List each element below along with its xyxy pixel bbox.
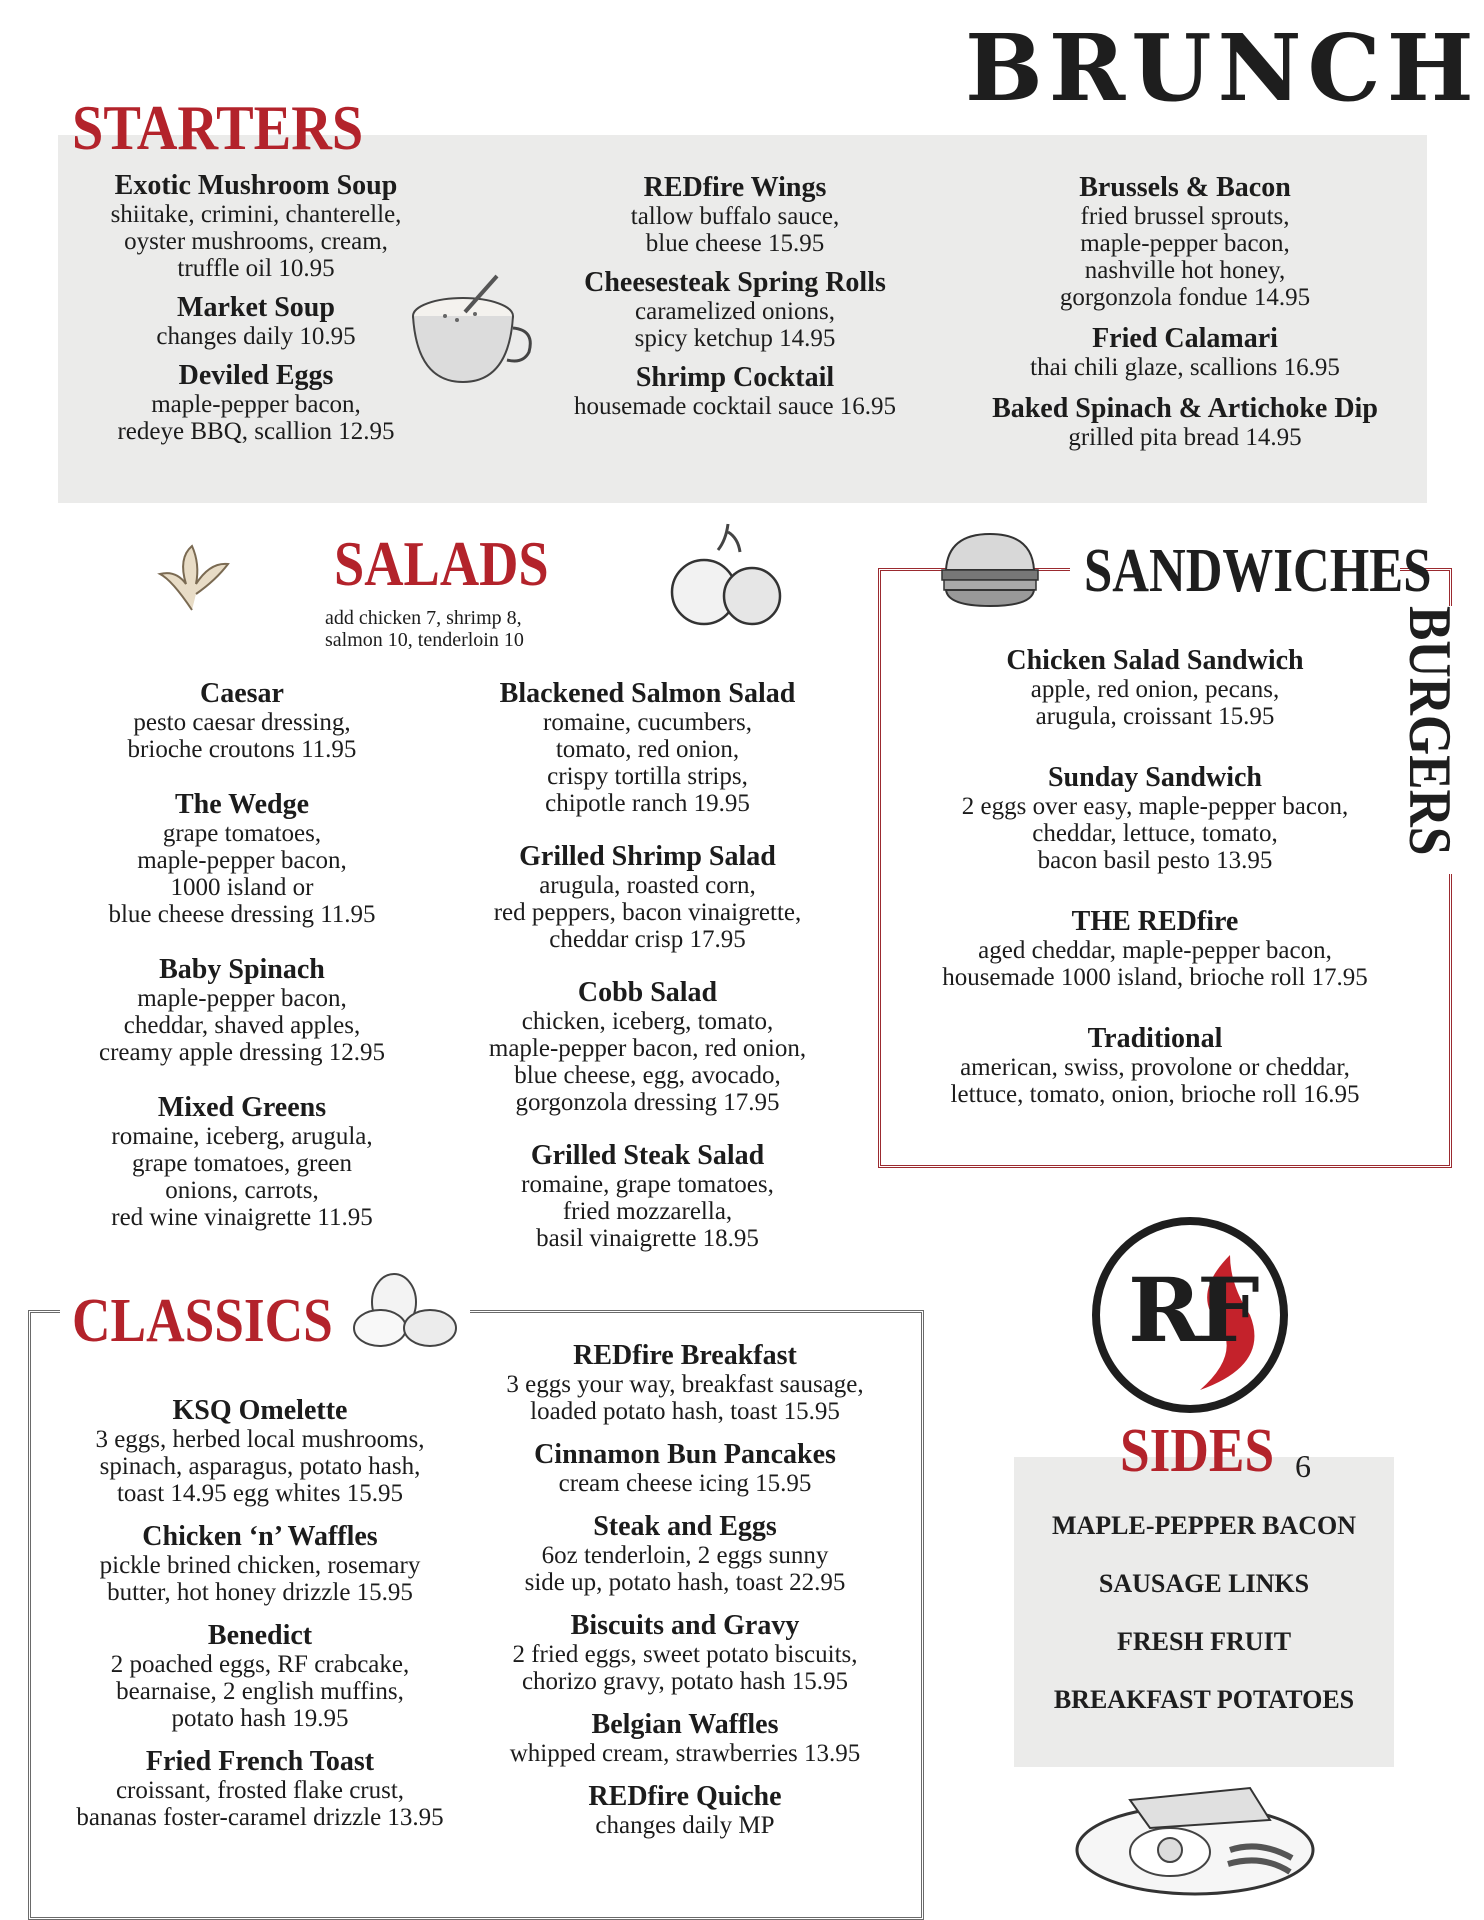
menu-item bbox=[470, 1781, 900, 1839]
menu-item bbox=[455, 678, 840, 817]
starters-col-1 bbox=[72, 170, 440, 445]
menu-item-description: fried mozzarella, bbox=[562, 1198, 733, 1225]
menu-item-description: 3 eggs your way, breakfast sausage, bbox=[506, 1371, 864, 1398]
menu-item-description: arugula, croissant 15.95 bbox=[1035, 703, 1275, 730]
salads-addon-note bbox=[325, 607, 585, 651]
menu-item bbox=[915, 762, 1395, 874]
menu-item-description: toast 14.95 egg whites 15.95 bbox=[116, 1480, 404, 1507]
menu-item bbox=[470, 1610, 900, 1695]
menu-item-name: Caesar bbox=[200, 678, 284, 709]
menu-item-name: Baked Spinach & Artichoke Dip bbox=[992, 393, 1378, 424]
menu-item-description: grape tomatoes, green bbox=[131, 1150, 353, 1177]
sandwiches-title: SANDWICHES bbox=[1084, 537, 1432, 605]
side-item: FRESH FRUIT bbox=[1116, 1627, 1292, 1656]
menu-item bbox=[72, 292, 440, 350]
burgers-title: BURGERS bbox=[1397, 606, 1463, 856]
menu-item-name: Steak and Eggs bbox=[593, 1511, 777, 1542]
menu-item bbox=[960, 393, 1410, 451]
menu-item-description: spicy ketchup 14.95 bbox=[634, 325, 836, 352]
sides-title: SIDES bbox=[1120, 1417, 1275, 1485]
menu-item-description: housemade cocktail sauce 16.95 bbox=[573, 393, 897, 420]
burger-icon bbox=[938, 530, 1044, 610]
menu-item-description: cheddar, lettuce, tomato, bbox=[1032, 820, 1278, 847]
menu-item-description: red wine vinaigrette 11.95 bbox=[111, 1204, 373, 1231]
tomatoes-icon bbox=[668, 520, 788, 630]
menu-item-description: bearnaise, 2 english muffins, bbox=[116, 1678, 404, 1705]
menu-item-description: maple-pepper bacon, bbox=[137, 985, 347, 1012]
menu-item bbox=[915, 1023, 1395, 1108]
side-item: SAUSAGE LINKS bbox=[1098, 1569, 1310, 1598]
side-item: MAPLE-PEPPER BACON bbox=[1051, 1511, 1357, 1540]
classics-title: CLASSICS bbox=[72, 1287, 333, 1355]
menu-item-description: 2 fried eggs, sweet potato biscuits, bbox=[512, 1641, 858, 1668]
menu-item-description: maple-pepper bacon, red onion, bbox=[488, 1035, 807, 1062]
menu-item-description: gorgonzola fondue 14.95 bbox=[1059, 284, 1311, 311]
menu-item-name: Blackened Salmon Salad bbox=[499, 678, 796, 709]
menu-item-name: Cobb Salad bbox=[577, 977, 718, 1008]
sides-price: 6 bbox=[1295, 1448, 1311, 1484]
menu-item bbox=[960, 323, 1410, 381]
menu-item-name: Belgian Waffles bbox=[591, 1709, 779, 1740]
menu-item-name: Traditional bbox=[1087, 1023, 1223, 1054]
menu-item-description: cream cheese icing 15.95 bbox=[558, 1470, 812, 1497]
menu-item-description: chicken, iceberg, tomato, bbox=[521, 1008, 774, 1035]
menu-item-description: blue cheese, egg, avocado, bbox=[514, 1062, 781, 1089]
menu-item bbox=[72, 360, 440, 445]
menu-item-name: The Wedge bbox=[174, 789, 310, 820]
menu-item-description: 3 eggs, herbed local mushrooms, bbox=[95, 1426, 425, 1453]
menu-item-description: grape tomatoes, bbox=[162, 820, 322, 847]
menu-item-description: grilled pita bread 14.95 bbox=[1068, 424, 1302, 451]
addon-line: salmon 10, tenderloin 10 bbox=[325, 629, 524, 651]
menu-item-description: creamy apple dressing 12.95 bbox=[98, 1039, 386, 1066]
menu-item bbox=[540, 267, 930, 352]
menu-item-name: KSQ Omelette bbox=[172, 1395, 348, 1426]
menu-item-name: Mixed Greens bbox=[157, 1092, 327, 1123]
menu-item bbox=[540, 172, 930, 257]
salads-col-2 bbox=[455, 678, 840, 1252]
eggs-icon bbox=[350, 1270, 460, 1350]
menu-item-description: changes daily MP bbox=[595, 1812, 775, 1839]
menu-item bbox=[72, 170, 440, 282]
menu-item-description: tomato, red onion, bbox=[555, 736, 740, 763]
menu-item bbox=[50, 1395, 470, 1507]
menu-item-description: lettuce, tomato, onion, brioche roll 16.95 bbox=[950, 1081, 1360, 1108]
menu-item bbox=[470, 1439, 900, 1497]
menu-item-description: basil vinaigrette 18.95 bbox=[536, 1225, 759, 1252]
menu-item-description: blue cheese dressing 11.95 bbox=[108, 901, 376, 928]
menu-item-name: Biscuits and Gravy bbox=[570, 1610, 800, 1641]
menu-title: BRUNCH bbox=[965, 14, 1480, 122]
menu-item-name: Fried French Toast bbox=[145, 1746, 375, 1777]
menu-item-name: Chicken Salad Sandwich bbox=[1006, 645, 1304, 676]
menu-item-description: maple-pepper bacon, bbox=[137, 847, 347, 874]
addon-line: add chicken 7, shrimp 8, bbox=[325, 607, 522, 629]
menu-item-description: croissant, frosted flake crust, bbox=[115, 1777, 405, 1804]
sandwiches-list bbox=[915, 645, 1395, 1108]
menu-item-description: romaine, cucumbers, bbox=[543, 709, 752, 736]
classics-col-1 bbox=[50, 1395, 470, 1831]
menu-item-description: romaine, iceberg, arugula, bbox=[111, 1123, 373, 1150]
menu-item-description: gorgonzola dressing 17.95 bbox=[515, 1089, 780, 1116]
soup-bowl-icon bbox=[405, 272, 535, 392]
herb-leaf-icon bbox=[152, 540, 238, 612]
sides-list bbox=[1014, 1497, 1394, 1729]
menu-item bbox=[72, 1092, 412, 1231]
menu-item bbox=[540, 362, 930, 420]
menu-item bbox=[470, 1511, 900, 1596]
menu-item-description: maple-pepper bacon, bbox=[151, 391, 361, 418]
menu-item bbox=[72, 678, 412, 763]
starters-col-3 bbox=[960, 172, 1410, 451]
menu-item-description: tallow buffalo sauce, bbox=[630, 203, 840, 230]
menu-item-description: brioche croutons 11.95 bbox=[127, 736, 357, 763]
menu-item-name: Grilled Steak Salad bbox=[530, 1140, 765, 1171]
side-item: BREAKFAST POTATOES bbox=[1053, 1685, 1355, 1714]
menu-item-name: Shrimp Cocktail bbox=[635, 362, 835, 393]
menu-item-description: crispy tortilla strips, bbox=[547, 763, 748, 790]
menu-item bbox=[470, 1709, 900, 1767]
menu-item-name: Deviled Eggs bbox=[178, 360, 334, 391]
menu-item-description: oyster mushrooms, cream, bbox=[124, 228, 388, 255]
menu-item-description: butter, hot honey drizzle 15.95 bbox=[107, 1579, 413, 1606]
menu-item-description: cheddar crisp 17.95 bbox=[549, 926, 746, 953]
breakfast-plate-icon bbox=[1070, 1780, 1320, 1900]
classics-col-2 bbox=[470, 1340, 900, 1839]
logo-monogram: RF bbox=[1128, 1258, 1256, 1362]
menu-item-name: THE REDfire bbox=[1071, 906, 1239, 937]
menu-item-name: Cheesesteak Spring Rolls bbox=[584, 267, 886, 298]
menu-item bbox=[470, 1340, 900, 1425]
menu-item-description: chorizo gravy, potato hash 15.95 bbox=[521, 1668, 849, 1695]
starters-col-2 bbox=[540, 172, 930, 420]
menu-item bbox=[50, 1521, 470, 1606]
menu-item-name: Cinnamon Bun Pancakes bbox=[534, 1439, 836, 1470]
menu-item-description: housemade 1000 island, brioche roll 17.95 bbox=[942, 964, 1368, 991]
menu-item-description: american, swiss, provolone or cheddar, bbox=[960, 1054, 1350, 1081]
menu-item-description: loaded potato hash, toast 15.95 bbox=[530, 1398, 840, 1425]
menu-item-description: thai chili glaze, scallions 16.95 bbox=[1030, 354, 1340, 381]
menu-item-description: bacon basil pesto 13.95 bbox=[1037, 847, 1273, 874]
menu-item-description: 2 eggs over easy, maple-pepper bacon, bbox=[961, 793, 1349, 820]
menu-item-name: Grilled Shrimp Salad bbox=[519, 841, 776, 872]
salads-title: SALADS bbox=[334, 528, 549, 599]
menu-item-description: maple-pepper bacon, bbox=[1080, 230, 1290, 257]
menu-item bbox=[915, 906, 1395, 991]
menu-item-description: 6oz tenderloin, 2 eggs sunny bbox=[541, 1542, 829, 1569]
menu-item-name: Chicken ‘n’ Waffles bbox=[142, 1521, 378, 1552]
menu-item-description: side up, potato hash, toast 22.95 bbox=[524, 1569, 846, 1596]
starters-title: STARTERS bbox=[72, 92, 364, 163]
menu-item bbox=[72, 954, 412, 1066]
menu-item-description: pickle brined chicken, rosemary bbox=[99, 1552, 421, 1579]
menu-item-description: cheddar, shaved apples, bbox=[123, 1012, 361, 1039]
menu-item-description: aged cheddar, maple-pepper bacon, bbox=[978, 937, 1332, 964]
menu-item bbox=[50, 1746, 470, 1831]
menu-item bbox=[455, 841, 840, 953]
salads-col-1 bbox=[72, 678, 412, 1231]
menu-item-description: caramelized onions, bbox=[635, 298, 835, 325]
menu-item bbox=[915, 645, 1395, 730]
menu-item-description: spinach, asparagus, potato hash, bbox=[99, 1453, 421, 1480]
menu-item-description: 1000 island or bbox=[170, 874, 314, 901]
menu-item-description: blue cheese 15.95 bbox=[645, 230, 825, 257]
menu-item-name: REDfire Breakfast bbox=[573, 1340, 797, 1371]
menu-item-description: red peppers, bacon vinaigrette, bbox=[493, 899, 802, 926]
menu-item bbox=[50, 1620, 470, 1732]
menu-item-description: romaine, grape tomatoes, bbox=[521, 1171, 774, 1198]
menu-item-description: whipped cream, strawberries 13.95 bbox=[509, 1740, 861, 1767]
menu-item-description: redeye BBQ, scallion 12.95 bbox=[117, 418, 395, 445]
menu-item-description: truffle oil 10.95 bbox=[177, 255, 335, 282]
menu-item-description: apple, red onion, pecans, bbox=[1030, 676, 1280, 703]
menu-item-description: onions, carrots, bbox=[165, 1177, 319, 1204]
menu-item-description: 2 poached eggs, RF crabcake, bbox=[110, 1651, 410, 1678]
menu-item-description: shiitake, crimini, chanterelle, bbox=[110, 201, 402, 228]
menu-item-description: nashville hot honey, bbox=[1084, 257, 1286, 284]
menu-item-name: Sunday Sandwich bbox=[1047, 762, 1262, 793]
menu-item-description: changes daily 10.95 bbox=[156, 323, 356, 350]
menu-item-name: Fried Calamari bbox=[1092, 323, 1278, 354]
menu-item-name: Brussels & Bacon bbox=[1079, 172, 1291, 203]
menu-item-name: Baby Spinach bbox=[159, 954, 325, 985]
menu-item-name: Benedict bbox=[207, 1620, 313, 1651]
menu-item bbox=[960, 172, 1410, 311]
menu-item-name: Exotic Mushroom Soup bbox=[114, 170, 398, 201]
menu-item bbox=[455, 1140, 840, 1252]
menu-item-description: potato hash 19.95 bbox=[171, 1705, 349, 1732]
menu-item-description: arugula, roasted corn, bbox=[539, 872, 756, 899]
menu-item-name: REDfire Wings bbox=[643, 172, 827, 203]
menu-item-description: pesto caesar dressing, bbox=[133, 709, 351, 736]
menu-item-description: bananas foster-caramel drizzle 13.95 bbox=[76, 1804, 444, 1831]
menu-item-name: Market Soup bbox=[177, 292, 335, 323]
menu-item bbox=[72, 789, 412, 928]
menu-item bbox=[455, 977, 840, 1116]
menu-item-description: chipotle ranch 19.95 bbox=[545, 790, 750, 817]
menu-item-description: fried brussel sprouts, bbox=[1080, 203, 1290, 230]
menu-item-name: REDfire Quiche bbox=[588, 1781, 782, 1812]
